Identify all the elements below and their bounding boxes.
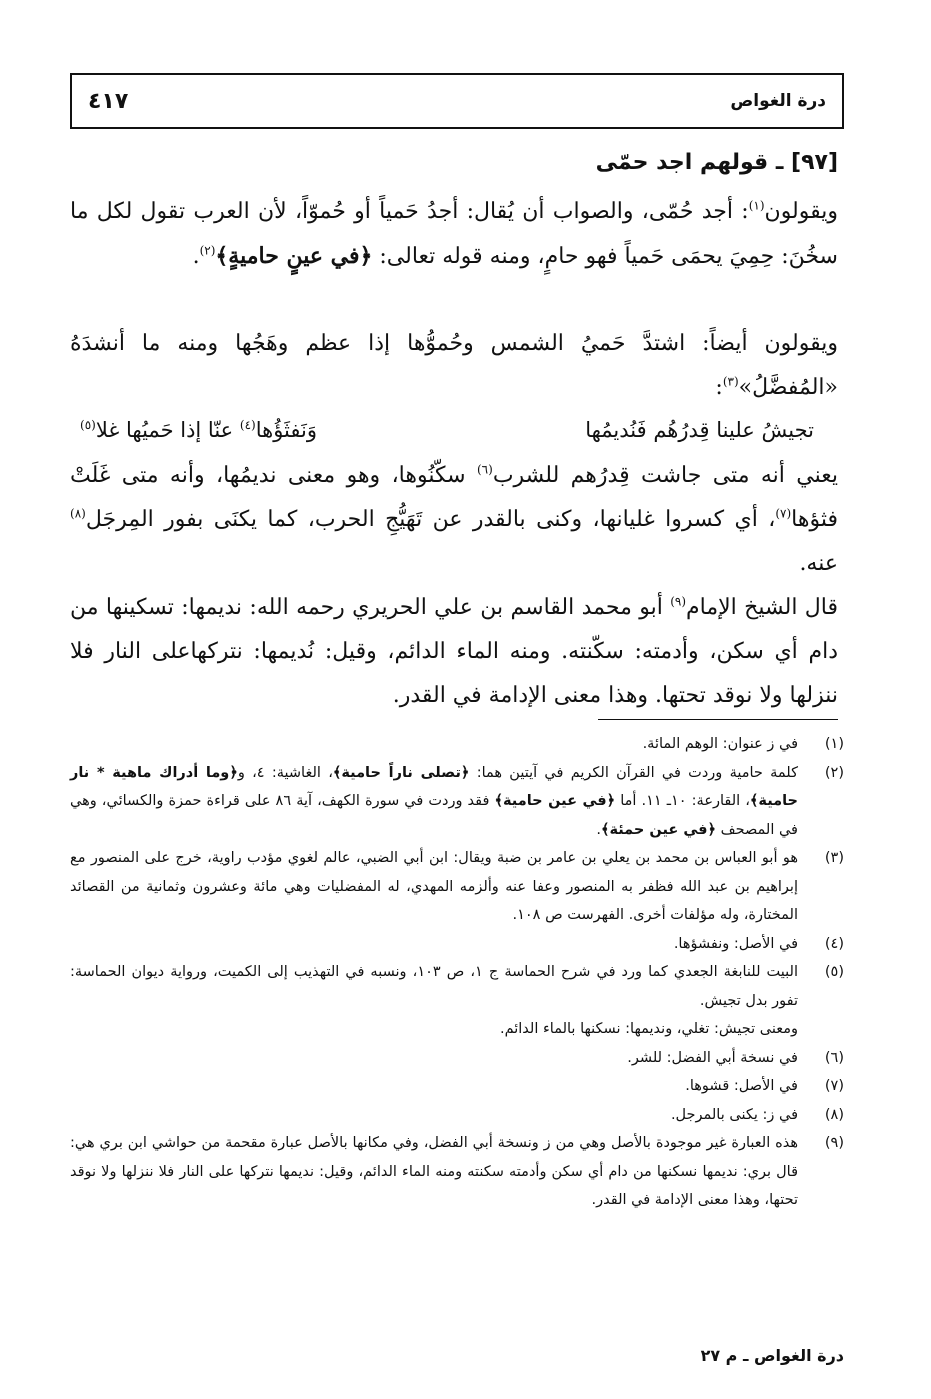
- footnotes: [70, 730, 844, 1215]
- footnote-item: [70, 1072, 844, 1101]
- footnote-ref: (١): [748, 198, 765, 213]
- quran-quote: ﴿وما أدراك ماهية * نار حامية﴾: [70, 764, 799, 809]
- footnote-number: (٦): [824, 1049, 844, 1066]
- verse-first-hemistich: تجيشُ علينا قِدرُهُم فَنُديمُها: [585, 418, 814, 442]
- footnote-number: (٣): [824, 850, 844, 866]
- quran-quote: ﴿في عينٍ حاميةٍ﴾: [215, 243, 373, 269]
- footnote-fragment: ، الغاشية: ٤، و: [237, 764, 333, 781]
- paragraph-text: ويقولون: [764, 199, 838, 224]
- footnote-ref: (٨): [70, 506, 86, 521]
- footnote-text: هو أبو العباس بن محمد بن يعلي بن عامر بن ضبة ويقال: ابن أبي الضبي، عالم لغوي مؤدب راوية، خرج على المنصور مع إبراهيم بن عبد الله فظفر به المنصور وعفا عنه وألزمه المهدي، له المفضليات وهي مائة وعشرون وثمانية من القصائد المختارة، وله مؤلفات أخرى. الفهرست ص ١٠٨.: [70, 850, 798, 923]
- footnote-item: [70, 1044, 844, 1073]
- poetry-verse: [70, 408, 838, 452]
- paragraph-text: : أجد حُمّى، والصواب أن يُقال: أجدُ حَمياً أو حُموّاً، لأن العرب تقول لكل ما سخُنَ: حِمِيَ يحمَى حَمياً فهو حامٍ، ومنه قوله تعالى:: [70, 199, 838, 269]
- footnote-fragment: فقد وردت في سورة الكهف، آية ٨٦ على قراءة حمزة والكسائي، وهي في المصحف: [70, 793, 798, 838]
- footnote-item: [70, 958, 844, 1044]
- paragraph-text: ، أي كسروا غليانها، وكنى بالقدر عن تَهَيُّجِ الحرب، كما يكنَى بفور المِرجَل: [85, 507, 776, 532]
- paragraph-4: [70, 586, 838, 718]
- footnote-line: البيت للنابغة الجعدي كما ورد في شرح الحماسة ج ١، ص ١٠٣، ونسبه في التهذيب إلى الكميت، ورواية ديوان الحماسة: تفور بدل تجيش.: [70, 964, 798, 1009]
- footnote-number: (٥): [824, 964, 844, 980]
- quran-quote: ﴿تصلى ناراً حامية﴾: [332, 764, 470, 781]
- paragraph-text: ويقولون أيضاً: اشتدَّ حَميُ الشمس وحُموُّها إذا عظم وهَجُها ومنه ما أنشدَهُ «المُفضَّلُ»: [70, 331, 838, 400]
- footnote-number: (١): [824, 736, 844, 752]
- verse-text: عنّا إذا حَميُها غلا: [95, 418, 234, 442]
- section-heading: [٩٧] ـ قولهم اجد حمّى: [595, 150, 838, 175]
- verse-text: وَنَفثَؤُها: [255, 418, 317, 442]
- footnote-text: في الأصل: قشوها.: [685, 1078, 798, 1094]
- paragraph-1: [70, 190, 838, 279]
- footnote-item: [70, 1129, 844, 1215]
- footnote-line: ومعنى تجيش: تغلي، ونديمها: نسكنها بالماء الدائم.: [499, 1021, 798, 1037]
- paragraph-2: [70, 322, 838, 410]
- verse-second-hemistich: [80, 418, 317, 442]
- paragraph-text: .: [192, 244, 200, 269]
- footnote-item: [70, 730, 844, 759]
- footnote-text: في ز عنوان: الوهم المائة.: [642, 736, 798, 752]
- paragraph-text: يعني أنه متى جاشت قِدرُهم للشرب: [492, 463, 839, 488]
- paragraph-3: [70, 454, 838, 586]
- footnote-number: (٩): [824, 1135, 844, 1151]
- footnote-text: في نسخة أبي الفضل: للشر.: [627, 1049, 798, 1066]
- paragraph-text: :: [715, 375, 723, 400]
- footnote-ref: (٢): [199, 243, 216, 258]
- footnote-ref: (٦): [476, 462, 493, 477]
- footnote-text: [70, 759, 798, 845]
- footnote-text: في الأصل: ونفشؤها.: [673, 935, 798, 952]
- footnote-number: (٢): [824, 764, 844, 781]
- footnote-ref: (٥): [80, 418, 96, 432]
- footnote-item: [70, 930, 844, 959]
- footnote-ref: (٩): [670, 594, 687, 609]
- quran-quote: ﴿في عين حمئة﴾: [600, 821, 716, 838]
- footnote-item: [70, 844, 844, 930]
- footnote-ref: (٣): [722, 374, 739, 389]
- footnote-item: [70, 759, 844, 845]
- paragraph-text: سكّنُوها، وهو معنى نديمُها، وأنه متى غَلَتْ فثؤها: [70, 463, 838, 532]
- footnote-item: [70, 1101, 844, 1130]
- quran-quote: ﴿في عين حامية﴾: [494, 793, 616, 809]
- footnote-ref: (٤): [239, 418, 256, 432]
- footnote-number: (٨): [824, 1106, 844, 1123]
- paragraph-text: أبو محمد القاسم بن علي الحريري رحمه الله: نديمها: تسكينها من دام أي سكن، وأدمته: سكّنته. ومنه الماء الدائم، وقيل: نُديمها: نتركهاعلى النار فلا ننزلها ولا نوقد تحتها. وهذا معنى الإدامة في القدر.: [70, 595, 838, 708]
- footnote-number: (٧): [824, 1078, 844, 1094]
- footnote-fragment: .: [596, 821, 601, 838]
- page-header: [70, 73, 844, 129]
- footnote-text: [70, 958, 798, 1044]
- paragraph-text: قال الشيخ الإمام: [686, 595, 839, 620]
- footnote-text: في ز: يكنى بالمرجل.: [670, 1106, 798, 1123]
- footnote-fragment: كلمة حامية وردت في القرآن الكريم في آيتين هما:: [469, 764, 799, 781]
- footnote-text: هذه العبارة غير موجودة بالأصل وهي من ز ونسخة أبي الفضل، وفي مكانها بالأصل عبارة مقحمة من حواشي ابن بري هي: قال بري: نديمها نسكنها من دام أي سكن وأدمته سكنته ومنه الماء الدائم، وقيل: نديمها نتركها على النار فلا ننزلها ولا نوقد تحتها، وهذا معنى الإدامة في القدر.: [70, 1135, 798, 1208]
- footnote-fragment: ، القارعة: ١٠ـ ١١. أما: [615, 793, 750, 809]
- page-footer: درة الغواص ـ م ٢٧: [700, 1346, 844, 1365]
- page-number: ٤١٧: [88, 88, 129, 114]
- paragraph-text: عنه.: [799, 551, 838, 576]
- footnote-ref: (٧): [775, 506, 792, 521]
- running-title: درة الغواص: [730, 91, 826, 111]
- footnote-separator: [598, 719, 838, 720]
- footnote-number: (٤): [824, 935, 844, 952]
